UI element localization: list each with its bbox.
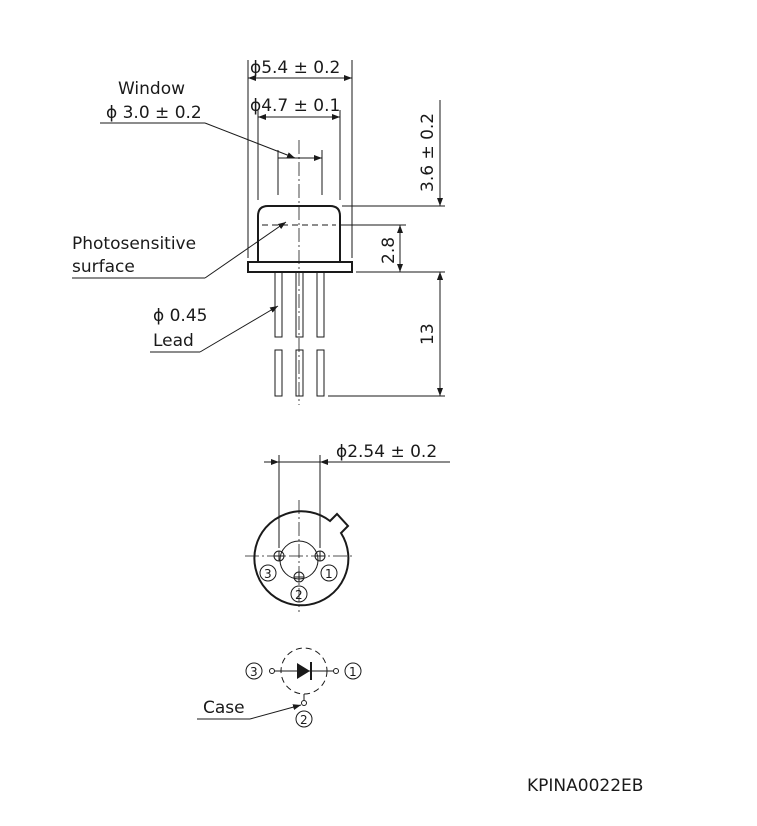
lead-diameter-label: ϕ 0.45 (153, 306, 208, 326)
bottom-pin-2-label: 2 (295, 588, 303, 602)
bottom-view (245, 442, 450, 612)
schematic (197, 648, 361, 727)
lead-label: Lead (153, 331, 194, 351)
schematic-pin-1-label: 1 (349, 665, 357, 679)
photosensitive-label-line1: Photosensitive (72, 234, 197, 254)
height-surface-label: 2.8 (379, 236, 399, 264)
outer-diameter-label: ϕ5.4 ± 0.2 (250, 58, 341, 78)
lead-length-label: 13 (418, 323, 438, 345)
height-total-label: 3.6 ± 0.2 (418, 112, 438, 192)
side-view (72, 58, 445, 405)
schematic-pin-3-label: 3 (250, 665, 258, 679)
case-label: Case (203, 698, 245, 718)
window-diameter-label: ϕ 3.0 ± 0.2 (106, 103, 202, 123)
leads (275, 272, 324, 396)
drawing-code: KPINA0022EB (527, 776, 644, 796)
bottom-pin-1-label: 1 (325, 567, 333, 581)
photodiode-symbol (297, 663, 310, 679)
window-label: Window (118, 79, 186, 99)
bottom-pin-3-label: 3 (264, 567, 272, 581)
photosensitive-label-line2: surface (72, 257, 135, 277)
inner-diameter-label: ϕ4.7 ± 0.1 (250, 96, 341, 116)
flange (248, 262, 352, 272)
schematic-pin-2-label: 2 (300, 713, 308, 727)
pin-spacing-label: ϕ2.54 ± 0.2 (336, 442, 438, 462)
